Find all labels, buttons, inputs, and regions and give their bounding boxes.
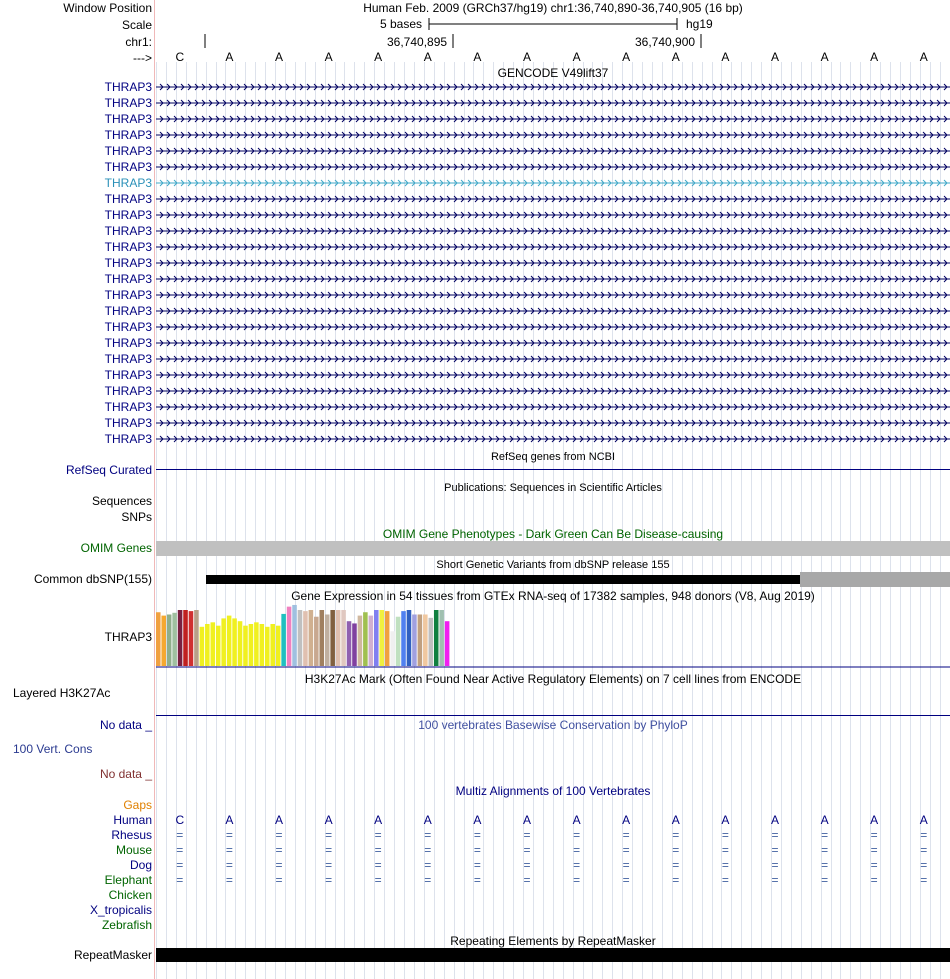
gtex-title[interactable]: Gene Expression in 54 tissues from GTEx RNA-seq of 17382 samples, 948 donors (V8, Aug 2019) [291, 589, 815, 603]
gtex-tissue-bar[interactable] [238, 621, 243, 666]
multiz-match-symbol: = [523, 828, 531, 842]
ruler-tick [452, 34, 456, 49]
omim-bar[interactable] [156, 541, 950, 556]
gtex-tissue-bar[interactable] [211, 622, 216, 666]
multiz-species-label[interactable]: Chicken [108, 888, 152, 902]
multiz-match-symbol: = [523, 873, 531, 887]
gtex-tissue-bar[interactable] [216, 626, 221, 666]
scale-label: Scale [121, 18, 152, 32]
gtex-tissue-bar[interactable] [369, 616, 374, 666]
multiz-match-symbol: = [275, 843, 283, 857]
gtex-tissue-bar[interactable] [194, 610, 199, 666]
multiz-human-base: C [175, 813, 185, 827]
multiz-match-symbol: = [225, 843, 233, 857]
multiz-species-label[interactable]: Zebrafish [101, 918, 152, 932]
base-letter: A [522, 50, 531, 64]
multiz-match-symbol: = [622, 873, 630, 887]
scale-assembly-text: hg19 [686, 17, 713, 31]
multiz-match-symbol: = [771, 828, 779, 842]
gtex-tissue-bar[interactable] [374, 610, 379, 666]
window-position-label: Window Position [63, 1, 152, 15]
multiz-match-symbol: = [374, 873, 382, 887]
multiz-match-symbol: = [672, 828, 680, 842]
multiz-match-symbol: = [523, 843, 531, 857]
gencode-transcript-label[interactable]: THRAP3 [104, 320, 152, 334]
multiz-match-symbol: = [275, 828, 283, 842]
base-letter: A [919, 50, 928, 64]
gtex-tissue-bar[interactable] [298, 610, 303, 666]
gtex-tissue-bar[interactable] [439, 610, 444, 666]
multiz-match-symbol: = [275, 858, 283, 872]
multiz-match-symbol: = [672, 873, 680, 887]
multiz-match-symbol: = [176, 858, 184, 872]
gencode-transcript-label[interactable]: THRAP3 [104, 432, 152, 446]
gtex-tissue-bar[interactable] [445, 621, 450, 666]
multiz-match-symbol: = [176, 828, 184, 842]
strand-label: ---> [133, 51, 152, 65]
multiz-match-symbol: = [622, 828, 630, 842]
gtex-tissue-bar[interactable] [325, 614, 330, 666]
base-letter: A [870, 50, 879, 64]
multiz-human-base: A [870, 813, 879, 827]
gencode-transcript-line[interactable] [156, 418, 950, 428]
gencode-transcript-line[interactable] [156, 290, 950, 300]
multiz-match-symbol: = [275, 873, 283, 887]
gencode-transcript-label[interactable]: THRAP3 [104, 208, 152, 222]
multiz-match-symbol: = [374, 858, 382, 872]
gtex-tissue-bar[interactable] [243, 626, 248, 666]
multiz-match-symbol: = [721, 858, 729, 872]
publications-title[interactable]: Publications: Sequences in Scientific Articles [444, 482, 662, 494]
gtex-tissue-bar[interactable] [352, 623, 357, 666]
multiz-human-base: A [572, 813, 581, 827]
multiz-match-symbol: = [473, 828, 481, 842]
multiz-match-symbol: = [573, 858, 581, 872]
gencode-transcript-line[interactable] [156, 130, 950, 140]
multiz-match-symbol: = [920, 873, 928, 887]
multiz-species-label[interactable]: Elephant [104, 873, 152, 887]
multiz-species-label[interactable]: Mouse [115, 843, 152, 857]
gtex-tissue-bar[interactable] [363, 612, 368, 666]
gencode-transcript-label[interactable]: THRAP3 [104, 256, 152, 270]
multiz-match-symbol: = [870, 843, 878, 857]
base-letter: A [622, 50, 631, 64]
multiz-human-base: A [522, 813, 531, 827]
base-letter: A [473, 50, 482, 64]
dbsnp-title[interactable]: Short Genetic Variants from dbSNP release 155 [436, 559, 670, 571]
gtex-tissue-bar[interactable] [341, 610, 346, 666]
refseq-line[interactable] [156, 469, 950, 470]
gencode-transcript-line[interactable] [156, 274, 950, 284]
multiz-match-symbol: = [870, 828, 878, 842]
gtex-bar-chart[interactable] [156, 602, 950, 668]
gtex-tissue-bar[interactable] [205, 624, 210, 666]
multiz-human-base: A [770, 813, 779, 827]
gtex-tissue-bar[interactable] [156, 612, 161, 666]
base-letter: C [175, 50, 185, 64]
gtex-tissue-bar[interactable] [385, 611, 390, 666]
base-letter: A [274, 50, 283, 64]
gtex-tissue-bar[interactable] [167, 614, 172, 666]
multiz-match-symbol: = [771, 873, 779, 887]
dbsnp-label[interactable]: Common dbSNP(155) [33, 572, 152, 586]
gtex-tissue-bar[interactable] [270, 624, 275, 666]
multiz-match-symbol: = [870, 873, 878, 887]
multiz-match-symbol: = [622, 843, 630, 857]
multiz-match-symbol: = [573, 828, 581, 842]
multiz-human-base: A [820, 813, 829, 827]
gtex-tissue-bar[interactable] [265, 627, 270, 666]
multiz-match-symbol: = [771, 843, 779, 857]
multiz-human-base: A [324, 813, 333, 827]
multiz-match-symbol: = [821, 843, 829, 857]
gtex-tissue-bar[interactable] [232, 618, 237, 666]
gencode-transcript-label[interactable]: THRAP3 [104, 384, 152, 398]
gencode-transcript-label[interactable]: THRAP3 [104, 224, 152, 238]
gencode-transcript-line[interactable] [156, 306, 950, 316]
gtex-tissue-bar[interactable] [161, 616, 166, 666]
gtex-tissue-bar[interactable] [412, 614, 417, 666]
multiz-match-symbol: = [771, 858, 779, 872]
multiz-match-symbol: = [473, 843, 481, 857]
gencode-transcript-line[interactable] [156, 178, 950, 188]
gtex-tissue-bar[interactable] [418, 614, 423, 666]
coord-left: 36,740,895 [387, 35, 448, 49]
repeatmasker-title[interactable]: Repeating Elements by RepeatMasker [450, 934, 656, 948]
multiz-human-base: A [423, 813, 432, 827]
multiz-match-symbol: = [920, 843, 928, 857]
gtex-tissue-bar[interactable] [172, 613, 177, 666]
gtex-label[interactable]: THRAP3 [104, 630, 152, 644]
multiz-match-symbol: = [821, 828, 829, 842]
gtex-tissue-bar[interactable] [292, 605, 297, 666]
gtex-tissue-bar[interactable] [336, 610, 341, 666]
gencode-transcript-label[interactable]: THRAP3 [104, 128, 152, 142]
gtex-tissue-bar[interactable] [281, 614, 286, 666]
multiz-match-symbol: = [573, 843, 581, 857]
gencode-transcript-label[interactable]: THRAP3 [104, 192, 152, 206]
multiz-match-symbol: = [473, 858, 481, 872]
multiz-match-symbol: = [920, 858, 928, 872]
gtex-tissue-bar[interactable] [347, 621, 352, 666]
label-divider [154, 0, 155, 979]
gtex-tissue-bar[interactable] [401, 611, 406, 666]
gencode-transcript-label[interactable]: THRAP3 [104, 144, 152, 158]
gencode-transcript-line[interactable] [156, 82, 950, 92]
omim-title[interactable]: OMIM Gene Phenotypes - Dark Green Can Be Disease-causing [382, 527, 724, 541]
gencode-transcript-line[interactable] [156, 226, 950, 236]
multiz-match-symbol: = [821, 873, 829, 887]
gtex-tissue-bar[interactable] [390, 631, 395, 666]
gencode-transcript-line[interactable] [156, 338, 950, 348]
multiz-human-base: A [622, 813, 631, 827]
gencode-transcript-line[interactable] [156, 322, 950, 332]
gencode-transcript-line[interactable] [156, 98, 950, 108]
multiz-match-symbol: = [424, 843, 432, 857]
multiz-match-symbol: = [473, 873, 481, 887]
multiz-match-symbol: = [325, 858, 333, 872]
gencode-transcript-label[interactable]: THRAP3 [104, 304, 152, 318]
gencode-transcript-line[interactable] [156, 146, 950, 156]
gencode-transcript-line[interactable] [156, 354, 950, 364]
multiz-match-symbol: = [821, 858, 829, 872]
phylop-nodata: No data _ [99, 767, 152, 781]
multiz-match-symbol: = [225, 858, 233, 872]
base-letter: A [374, 50, 383, 64]
gtex-tissue-bar[interactable] [183, 610, 188, 666]
repeatmasker-label[interactable]: RepeatMasker [73, 948, 152, 962]
dbsnp-variant-bar-gray[interactable] [800, 572, 950, 587]
multiz-match-symbol: = [325, 828, 333, 842]
multiz-match-symbol: = [424, 828, 432, 842]
gencode-transcript-label[interactable]: THRAP3 [104, 272, 152, 286]
multiz-species-label[interactable]: Human [113, 813, 152, 827]
scale-bar [428, 17, 680, 31]
multiz-title[interactable]: Multiz Alignments of 100 Vertebrates [455, 784, 651, 798]
gencode-transcript-label[interactable]: THRAP3 [104, 368, 152, 382]
base-letter: A [721, 50, 730, 64]
gtex-tissue-bar[interactable] [309, 610, 314, 666]
h3k27ac-label[interactable]: Layered H3K27Ac [13, 686, 111, 700]
omim-label[interactable]: OMIM Genes [80, 541, 152, 555]
gencode-transcript-line[interactable] [156, 434, 950, 444]
multiz-human-base: A [274, 813, 283, 827]
multiz-match-symbol: = [325, 873, 333, 887]
multiz-gaps-label[interactable]: Gaps [123, 798, 152, 812]
gtex-tissue-bar[interactable] [178, 610, 183, 666]
multiz-match-symbol: = [672, 858, 680, 872]
gtex-tissue-bar[interactable] [320, 610, 325, 666]
gtex-tissue-bar[interactable] [249, 624, 254, 666]
base-letter: A [225, 50, 234, 64]
gencode-transcript-line[interactable] [156, 402, 950, 412]
gencode-transcript-label[interactable]: THRAP3 [104, 80, 152, 94]
gencode-transcript-line[interactable] [156, 242, 950, 252]
gtex-tissue-bar[interactable] [423, 614, 428, 666]
multiz-match-symbol: = [622, 858, 630, 872]
multiz-human-base: A [671, 813, 680, 827]
gtex-tissue-bar[interactable] [287, 607, 292, 666]
publications-sequences-label[interactable]: Sequences [91, 494, 152, 508]
h3k27ac-title[interactable]: H3K27Ac Mark (Often Found Near Active Regulatory Elements) on 7 cell lines from ENCODE [304, 672, 802, 686]
multiz-human-base: A [374, 813, 383, 827]
gtex-tissue-bar[interactable] [200, 627, 205, 666]
multiz-match-symbol: = [225, 828, 233, 842]
gencode-transcript-label[interactable]: THRAP3 [104, 352, 152, 366]
base-letter: A [770, 50, 779, 64]
multiz-match-symbol: = [424, 873, 432, 887]
h3k27ac-baseline [156, 715, 950, 716]
multiz-match-symbol: = [870, 858, 878, 872]
multiz-match-symbol: = [374, 843, 382, 857]
gtex-tissue-bar[interactable] [314, 617, 319, 666]
h3k27ac-nodata: No data _ [99, 718, 152, 732]
gencode-transcript-label[interactable]: THRAP3 [104, 336, 152, 350]
publications-snps-label[interactable]: SNPs [121, 510, 152, 524]
gencode-transcript-label[interactable]: THRAP3 [104, 416, 152, 430]
gencode-transcript-line[interactable] [156, 194, 950, 204]
multiz-match-symbol: = [920, 828, 928, 842]
multiz-human-base: A [721, 813, 730, 827]
multiz-human-base: A [225, 813, 234, 827]
repeatmasker-bar[interactable] [156, 948, 950, 962]
multiz-human-base: A [919, 813, 928, 827]
gencode-transcript-label[interactable]: THRAP3 [104, 160, 152, 174]
gencode-transcript-label[interactable]: THRAP3 [104, 400, 152, 414]
ruler-tick [700, 34, 704, 49]
gtex-tissue-bar[interactable] [227, 616, 232, 666]
multiz-human-base: A [473, 813, 482, 827]
gencode-title[interactable]: GENCODE V49lift37 [497, 66, 609, 80]
multiz-match-symbol: = [176, 873, 184, 887]
chrom-label: chr1: [125, 35, 152, 49]
gtex-tissue-bar[interactable] [330, 610, 335, 666]
gencode-transcript-line[interactable] [156, 258, 950, 268]
window-position-value: Human Feb. 2009 (GRCh37/hg19) chr1:36,740,890-36,740,905 (16 bp) [363, 1, 743, 15]
gencode-transcript-label[interactable]: THRAP3 [104, 112, 152, 126]
gtex-tissue-bar[interactable] [429, 618, 434, 666]
multiz-match-symbol: = [721, 843, 729, 857]
gtex-tissue-bar[interactable] [379, 610, 384, 666]
phylop-label[interactable]: 100 Vert. Cons [13, 742, 93, 756]
gtex-tissue-bar[interactable] [254, 622, 259, 666]
gencode-transcript-line[interactable] [156, 386, 950, 396]
gencode-transcript-line[interactable] [156, 114, 950, 124]
base-letter: A [423, 50, 432, 64]
multiz-match-symbol: = [176, 843, 184, 857]
scale-bases-text: 5 bases [380, 17, 423, 31]
gtex-tissue-bar[interactable] [303, 611, 308, 666]
gencode-transcript-line[interactable] [156, 370, 950, 380]
multiz-species-label[interactable]: Dog [129, 858, 152, 872]
gtex-tissue-bar[interactable] [434, 610, 439, 666]
gencode-transcript-label[interactable]: THRAP3 [104, 176, 152, 190]
gtex-tissue-bar[interactable] [189, 611, 194, 666]
gencode-transcript-line[interactable] [156, 162, 950, 172]
gencode-transcript-label[interactable]: THRAP3 [104, 240, 152, 254]
multiz-match-symbol: = [225, 873, 233, 887]
refseq-title[interactable]: RefSeq genes from NCBI [490, 451, 616, 463]
gencode-transcript-line[interactable] [156, 210, 950, 220]
multiz-species-label[interactable]: X_tropicalis [89, 903, 152, 917]
multiz-match-symbol: = [573, 873, 581, 887]
gencode-transcript-label[interactable]: THRAP3 [104, 288, 152, 302]
gtex-tissue-bar[interactable] [260, 624, 265, 666]
gtex-tissue-bar[interactable] [407, 610, 412, 666]
multiz-match-symbol: = [325, 843, 333, 857]
base-letter: A [820, 50, 829, 64]
ruler-tick [204, 34, 208, 49]
multiz-match-symbol: = [721, 873, 729, 887]
gtex-tissue-bar[interactable] [276, 626, 281, 666]
refseq-label[interactable]: RefSeq Curated [65, 463, 152, 477]
gtex-tissue-bar[interactable] [358, 616, 363, 666]
coord-right: 36,740,900 [635, 35, 696, 49]
gencode-transcript-label[interactable]: THRAP3 [104, 96, 152, 110]
phylop-title[interactable]: 100 vertebrates Basewise Conservation by PhyloP [418, 718, 688, 732]
gtex-tissue-bar[interactable] [221, 618, 226, 666]
base-letter: A [572, 50, 581, 64]
multiz-match-symbol: = [523, 858, 531, 872]
base-letter: A [324, 50, 333, 64]
gtex-tissue-bar[interactable] [396, 617, 401, 666]
multiz-match-symbol: = [424, 858, 432, 872]
multiz-match-symbol: = [672, 843, 680, 857]
multiz-match-symbol: = [721, 828, 729, 842]
base-letter: A [671, 50, 680, 64]
multiz-species-label[interactable]: Rhesus [111, 828, 152, 842]
multiz-match-symbol: = [374, 828, 382, 842]
